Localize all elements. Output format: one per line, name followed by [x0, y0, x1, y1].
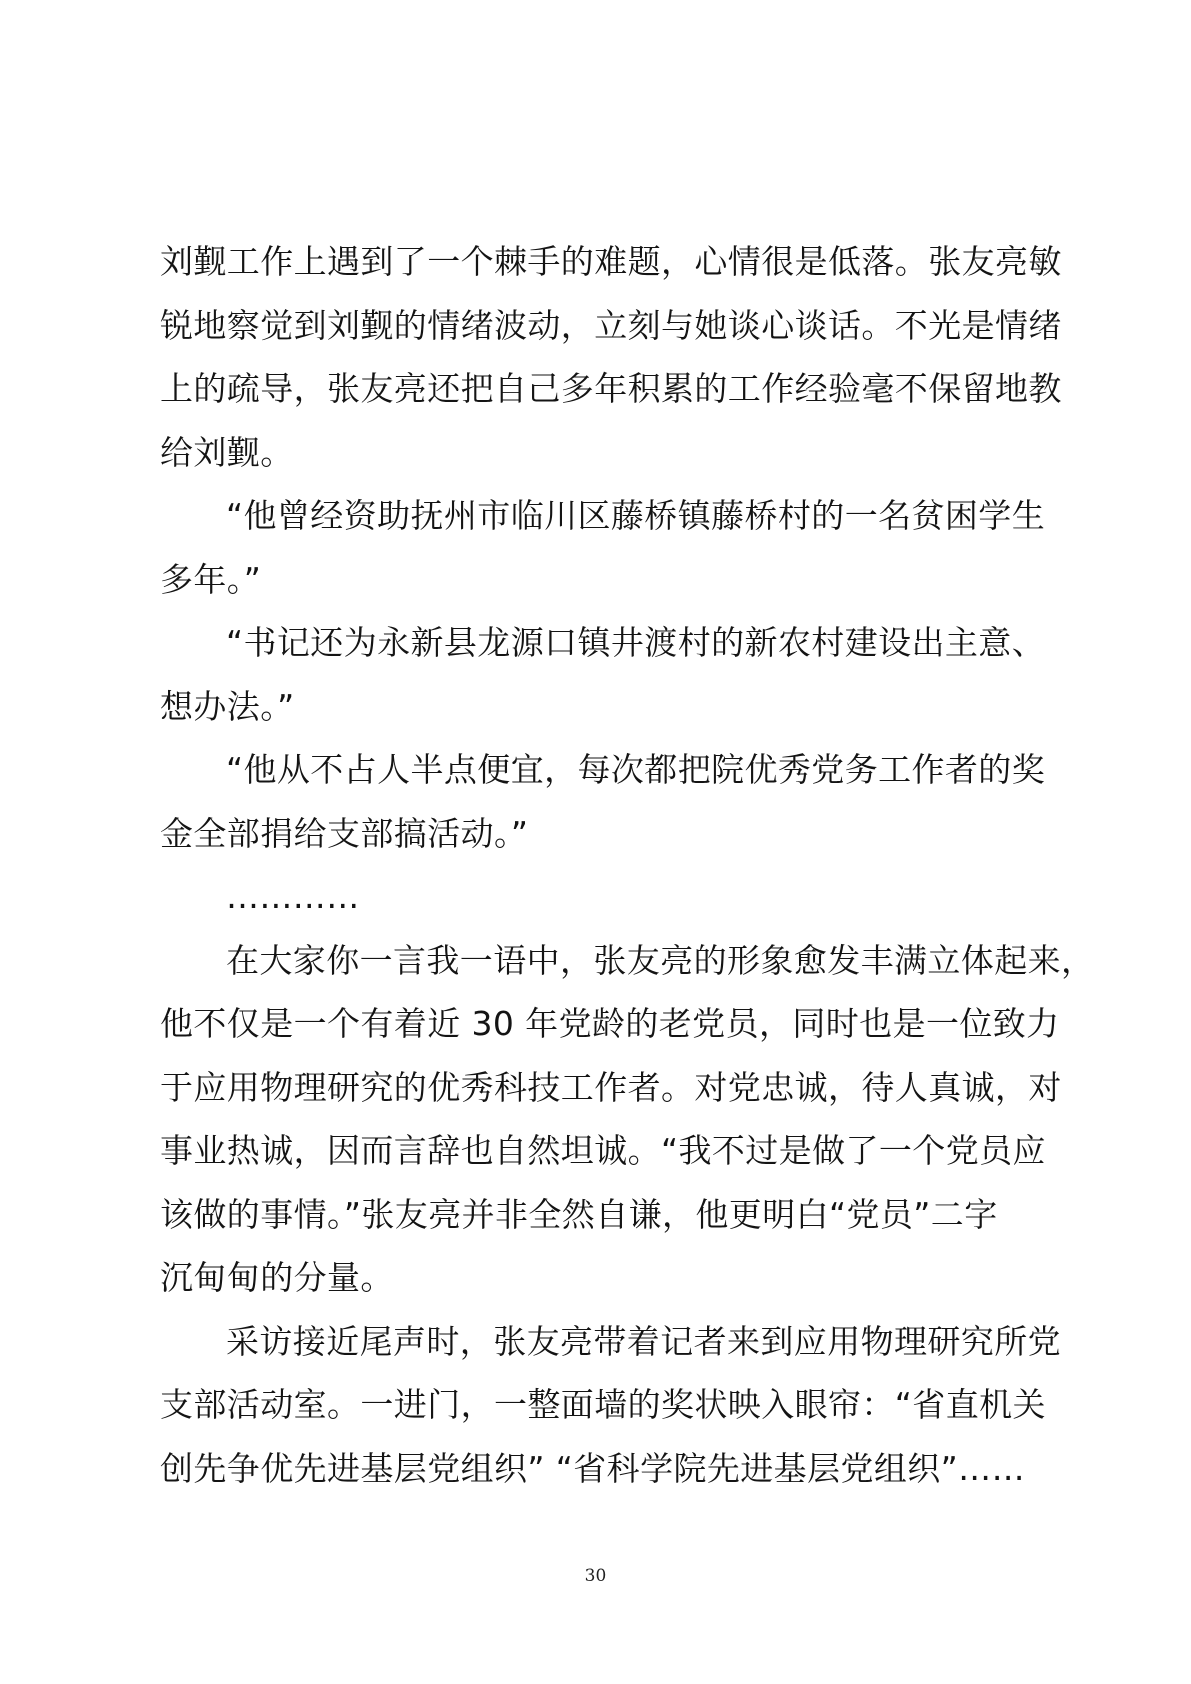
text-line: 想办法。” [160, 686, 295, 726]
text-line: 他不仅是一个有着近 30 年党龄的老党员，同时也是一位致力 [160, 1004, 1060, 1043]
text-line: 沉甸甸的分量。 [160, 1258, 394, 1297]
text-line: 上的疏导，张友亮还把自己多年积累的工作经验毫不保留地教 [160, 369, 1062, 408]
text-line: 给刘觐。 [160, 432, 294, 472]
text-line: 采访接近尾声时，张友亮带着记者来到应用物理研究所党 [226, 1321, 1061, 1361]
page-number: 30 [584, 1566, 607, 1586]
text-line: “他曾经资助抚州市临川区藤桥镇藤桥村的一名贫困学生 [226, 496, 1046, 535]
body-text [160, 230, 1095, 1500]
text-line: 在大家你一言我一语中，张友亮的形象愈发丰满立体起来， [226, 940, 1095, 980]
text-line: 该做的事情。”张友亮并非全然自谦，他更明白“党员”二字 [160, 1194, 998, 1234]
text-line: 刘觐工作上遇到了一个棘手的难题，心情很是低落。张友亮敏 [160, 242, 1062, 281]
text-line: 金全部捐给支部搞活动。” [160, 813, 529, 853]
text-line: 事业热诚，因而言辞也自然坦诚。“我不过是做了一个党员应 [160, 1131, 1046, 1170]
text-line: 创先争优先进基层党组织” “省科学院先进基层党组织”…… [160, 1448, 1025, 1488]
ellipsis-line: ………… [226, 877, 360, 916]
text-line: “他从不占人半点便宜，每次都把院优秀党务工作者的奖 [226, 750, 1046, 789]
text-line: 支部活动室。一进门，一整面墙的奖状映入眼帘：“省直机关 [160, 1385, 1046, 1424]
text-line: “书记还为永新县龙源口镇井渡村的新农村建设出主意、 [226, 623, 1046, 662]
text-line: 多年。” [160, 559, 262, 599]
text-line: 于应用物理研究的优秀科技工作者。对党忠诚，待人真诚，对 [160, 1067, 1062, 1107]
text-line: 锐地察觉到刘觐的情绪波动，立刻与她谈心谈话。不光是情绪 [160, 305, 1062, 345]
